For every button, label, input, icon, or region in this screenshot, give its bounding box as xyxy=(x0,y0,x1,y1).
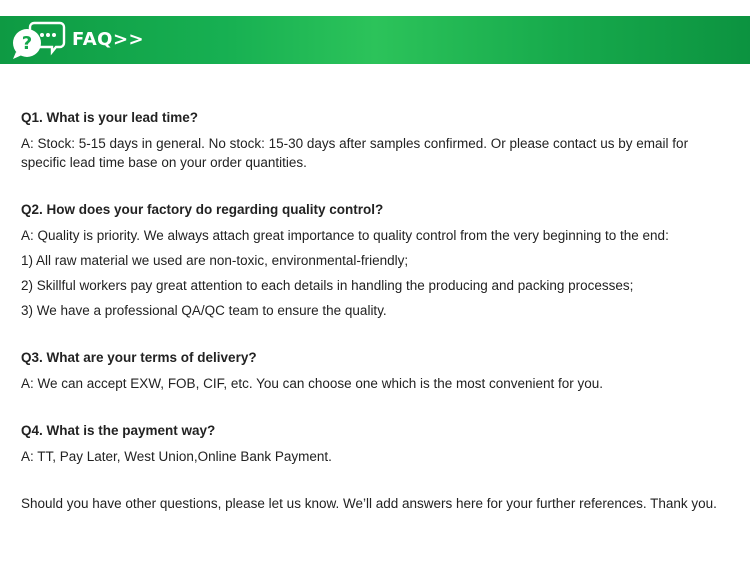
faq-banner xyxy=(0,16,750,64)
banner-title-text: FAQ xyxy=(72,29,113,50)
faq-item-q3 xyxy=(21,348,726,393)
faq-answer-line: A: We can accept EXW, FOB, CIF, etc. You can choose one which is the most convenient for you. xyxy=(21,376,604,391)
faq-content xyxy=(21,108,726,513)
faq-answer-line: A: Stock: 5-15 days in general. No stock: 15-30 days after samples confirmed. Or please contact us by email for specific lead time base on your order quantities. xyxy=(21,136,689,170)
question-chat-bubble-icon xyxy=(10,21,66,61)
faq-item-q1 xyxy=(21,108,726,172)
faq-question: Q4. What is the payment way? xyxy=(21,423,216,438)
faq-answer-line: A: TT, Pay Later, West Union,Online Bank Payment. xyxy=(21,449,332,464)
faq-question: Q3. What are your terms of delivery? xyxy=(21,350,257,365)
faq-item-q2 xyxy=(21,200,726,320)
banner-title-arrows: >> xyxy=(112,29,145,50)
faq-closing-note: Should you have other questions, please let us know. We’ll add answers here for your further references. Thank you. xyxy=(21,496,717,511)
svg-text:?: ? xyxy=(21,33,33,54)
faq-question: Q2. How does your factory do regarding quality control? xyxy=(21,202,384,217)
faq-item-q4 xyxy=(21,421,726,466)
faq-answer-line: 2) Skillful workers pay great attention to each details in handling the producing and packing processes; xyxy=(21,278,634,293)
faq-question: Q1. What is your lead time? xyxy=(21,110,199,125)
banner-title xyxy=(72,29,144,51)
faq-answer-line: A: Quality is priority. We always attach great importance to quality control from the very beginning to the end: xyxy=(21,228,669,243)
faq-answer-line: 1) All raw material we used are non-toxic, environmental-friendly; xyxy=(21,253,409,268)
faq-answer-line: 3) We have a professional QA/QC team to ensure the quality. xyxy=(21,303,387,318)
